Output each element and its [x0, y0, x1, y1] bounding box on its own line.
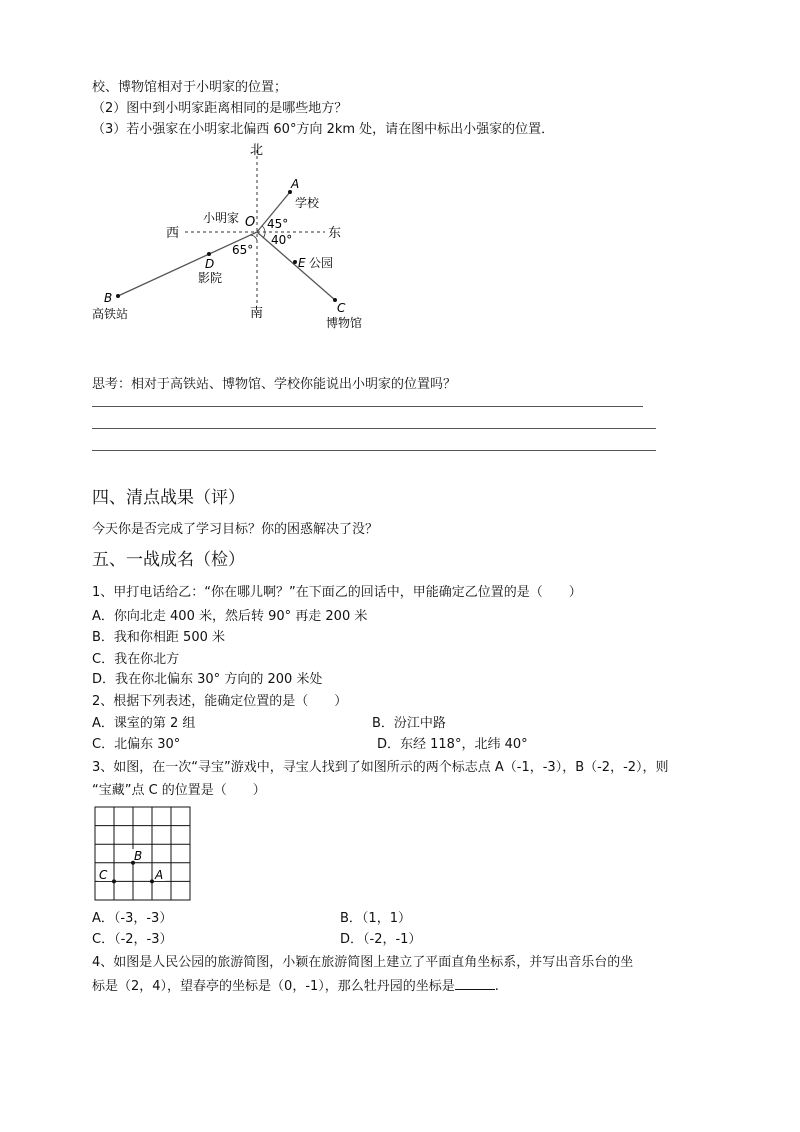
q2-option-a: A．课室的第 2 组 — [92, 716, 196, 731]
answer-blank[interactable] — [455, 977, 495, 990]
q3-option-d: D．（-2，-1） — [340, 932, 422, 947]
answer-line — [92, 406, 643, 407]
grid-label-c: C — [99, 868, 108, 882]
q2-option-d: D．东经 118°，北纬 40° — [377, 737, 528, 752]
q3-stem-1: 3、如图，在一次“寻宝”游戏中，寻宝人找到了如图所示的两个标志点 A（-1，-3），B（-2，-2），则 — [92, 760, 669, 775]
south-label: 南 — [250, 306, 264, 321]
point-d-name: 影院 — [198, 271, 223, 285]
point-c-name: 博物馆 — [326, 316, 363, 330]
home-label: 小明家 — [203, 211, 240, 225]
q1-option-c: C．我在你北方 — [92, 652, 180, 667]
angle-arc — [262, 226, 265, 232]
section-4-text: 今天你是否完成了学习目标？你的困惑解决了没？ — [92, 522, 379, 537]
grid-point-a — [150, 879, 154, 883]
q2-option-b: B．汾江中路 — [372, 716, 446, 731]
angle-arc — [250, 235, 257, 240]
treasure-grid — [94, 806, 194, 903]
point-b-dot — [116, 294, 120, 298]
section-4-title: 四、清点战果（评） — [92, 488, 245, 508]
origin-label: O — [245, 215, 256, 230]
direction-diagram — [80, 140, 380, 340]
intro-line-2: （2）图中到小明家距离相同的是哪些地方？ — [92, 101, 348, 116]
point-e-dot — [293, 260, 297, 264]
grid-label-a: A — [155, 868, 164, 882]
west-label: 西 — [166, 226, 180, 241]
north-label: 北 — [250, 143, 264, 158]
q2-option-c: C．北偏东 30° — [92, 737, 181, 752]
point-a-label: A — [291, 177, 300, 191]
think-prompt: 思考：相对于高铁站、博物馆、学校你能说出小明家的位置吗？ — [92, 377, 457, 392]
grid-point-c — [112, 879, 116, 883]
point-b-label: B — [104, 291, 113, 305]
angle-arc — [263, 232, 265, 238]
q1-option-a: A．你向北走 400 米，然后转 90° 再走 200 米 — [92, 609, 368, 624]
answer-line — [92, 428, 656, 429]
ray-ob — [118, 232, 257, 296]
q3-option-c: C．（-2，-3） — [92, 932, 173, 947]
q4-line-2-end: . — [494, 979, 499, 994]
section-5-title: 五、一战成名（检） — [92, 550, 245, 570]
point-d-dot — [207, 252, 211, 256]
point-c-label: C — [337, 301, 346, 315]
point-a-name: 学校 — [295, 196, 320, 210]
q2-stem: 2、根据下列表述，能确定位置的是（ ） — [92, 694, 348, 709]
q1-option-b: B．我和你相距 500 米 — [92, 630, 225, 645]
q4-line-1: 4、如图是人民公园的旅游简图，小颖在旅游简图上建立了平面直角坐标系，并写出音乐台的坐 — [92, 955, 634, 970]
east-label: 东 — [328, 226, 342, 241]
q4-line-2 — [92, 977, 499, 995]
q3-option-a: A．（-3，-3） — [92, 911, 173, 926]
grid-label-b: B — [134, 849, 143, 863]
answer-line — [92, 450, 656, 451]
q1-stem: 1、甲打电话给乙：“你在哪儿啊？”在下面乙的回话中，甲能确定乙位置的是（ ） — [92, 585, 582, 600]
point-d-label: D — [205, 257, 215, 271]
intro-line-1: 校、博物馆相对于小明家的位置； — [92, 80, 288, 95]
point-b-name: 高铁站 — [92, 307, 129, 321]
q3-option-b: B．（1，1） — [340, 911, 411, 926]
angle-45-label: 45° — [267, 217, 289, 231]
angle-40-label: 40° — [271, 233, 293, 247]
angle-65-label: 65° — [232, 243, 254, 257]
intro-line-3: （3）若小强家在小明家北偏西 60°方向 2km 处，请在图中标出小强家的位置． — [92, 122, 555, 137]
q4-line-2-text: 标是（2，4），望春亭的坐标是（0，-1），那么牡丹园的坐标是 — [92, 979, 455, 994]
q1-option-d: D．我在你北偏东 30° 方向的 200 米处 — [92, 672, 323, 687]
point-e-name: 公园 — [309, 256, 334, 270]
q3-stem-2: “宝藏”点 C 的位置是（ ） — [92, 783, 266, 798]
point-e-label: E — [298, 256, 306, 270]
